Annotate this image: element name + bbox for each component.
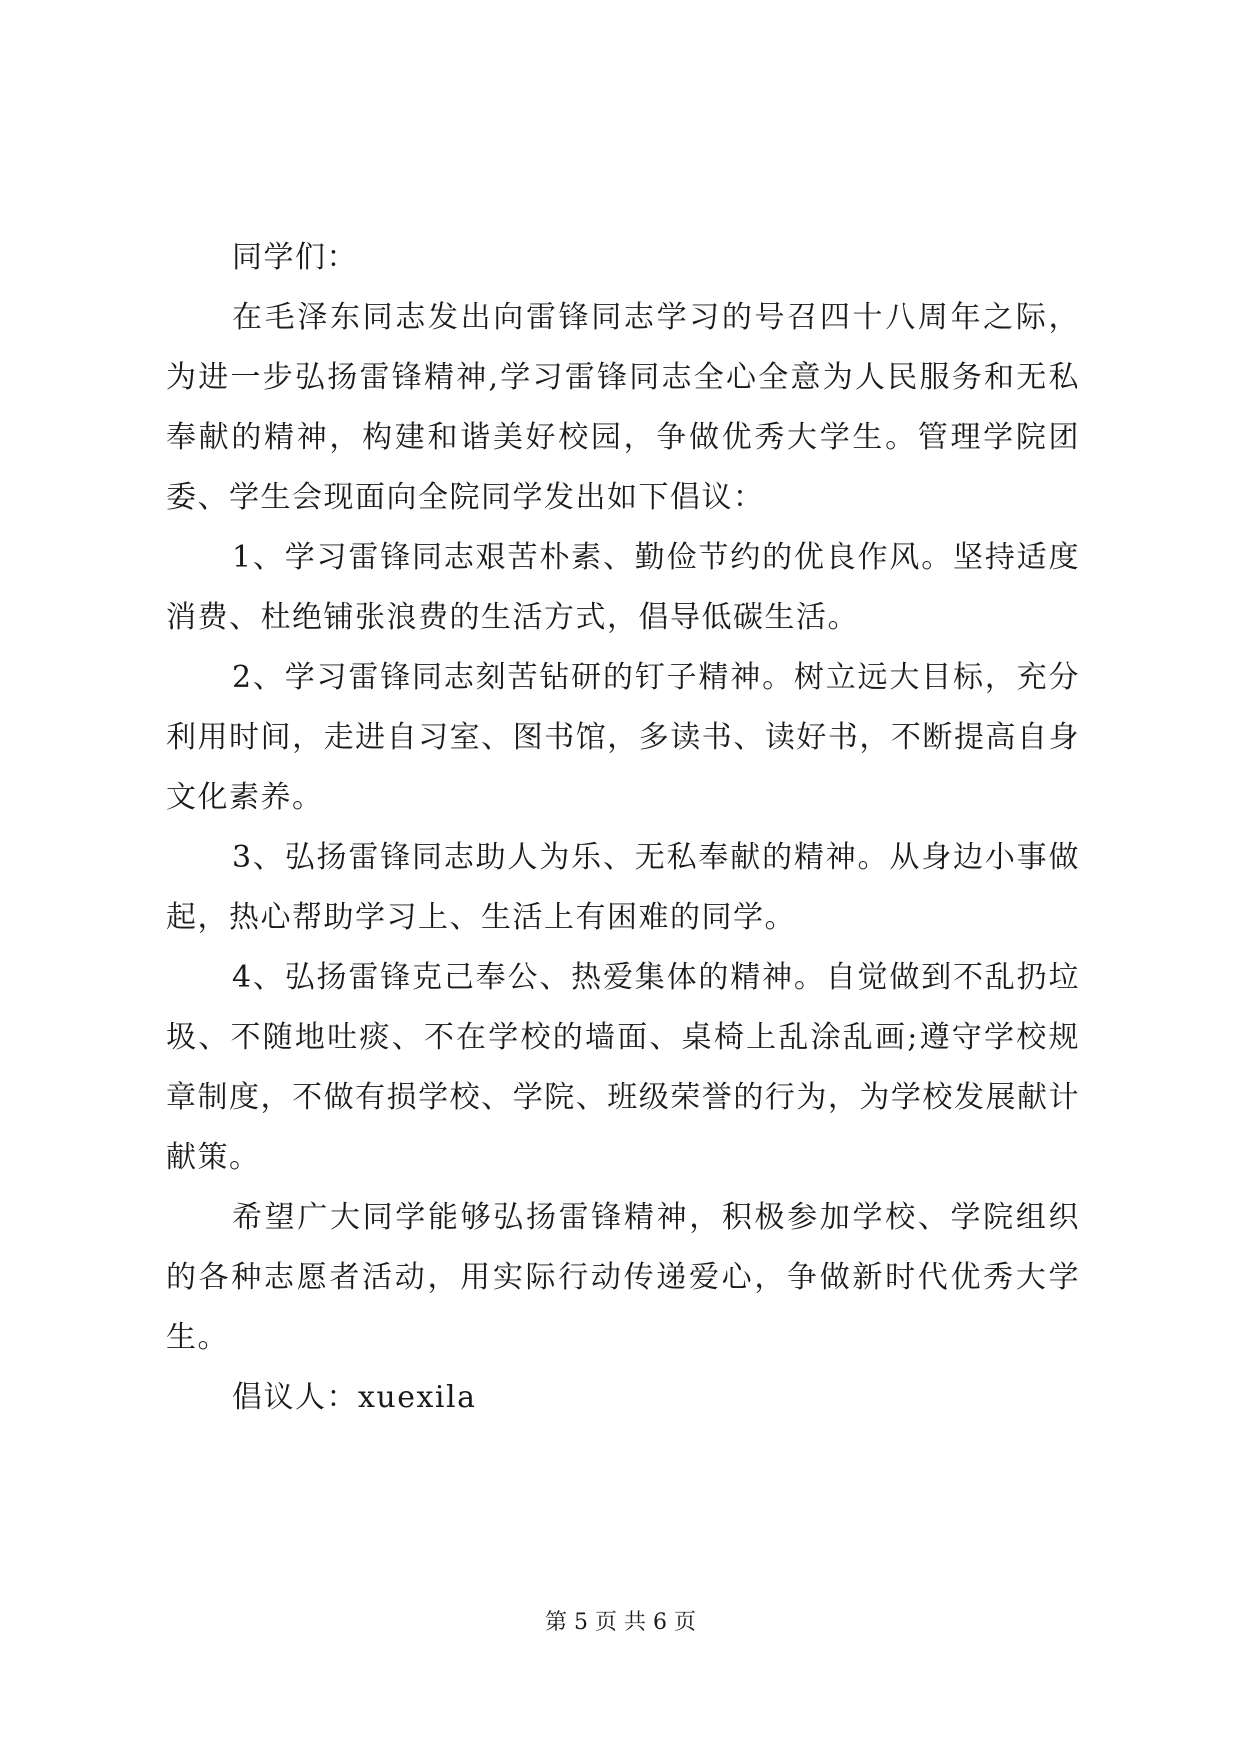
- paragraph-item-3: 3、弘扬雷锋同志助人为乐、无私奉献的精神。从身边小事做起，热心帮助学习上、生活上有困难的同学。: [166, 840, 1080, 935]
- paragraph-item-4: 4、弘扬雷锋克己奉公、热爱集体的精神。自觉做到不乱扔垃圾、不随地吐痰、不在学校的墙面、桌椅上乱涂乱画;遵守学校规章制度，不做有损学校、学院、班级荣誉的行为，为学校发展献计献策。: [166, 960, 1080, 1175]
- page-footer: 第 5 页 共 6 页: [545, 1610, 696, 1635]
- paragraph-item-1: 1、学习雷锋同志艰苦朴素、勤俭节约的优良作风。坚持适度消费、杜绝铺张浪费的生活方式，倡导低碳生活。: [166, 540, 1080, 635]
- salutation: 同学们：: [232, 240, 358, 275]
- paragraph-item-2: 2、学习雷锋同志刻苦钻研的钉子精神。树立远大目标，充分利用时间，走进自习室、图书馆，多读书、读好书，不断提高自身文化素养。: [166, 660, 1080, 815]
- document-body: [166, 228, 1080, 1428]
- signature: 倡议人：xuexila: [232, 1380, 477, 1415]
- paragraph-intro: 在毛泽东同志发出向雷锋同志学习的号召四十八周年之际，为进一步弘扬雷锋精神,学习雷锋同志全心全意为人民服务和无私奉献的精神，构建和谐美好校园，争做优秀大学生。管理学院团委、学生会现面向全院同学发出如下倡议：: [166, 300, 1080, 515]
- paragraph-closing: 希望广大同学能够弘扬雷锋精神，积极参加学校、学院组织的各种志愿者活动，用实际行动传递爱心，争做新时代优秀大学生。: [166, 1200, 1080, 1355]
